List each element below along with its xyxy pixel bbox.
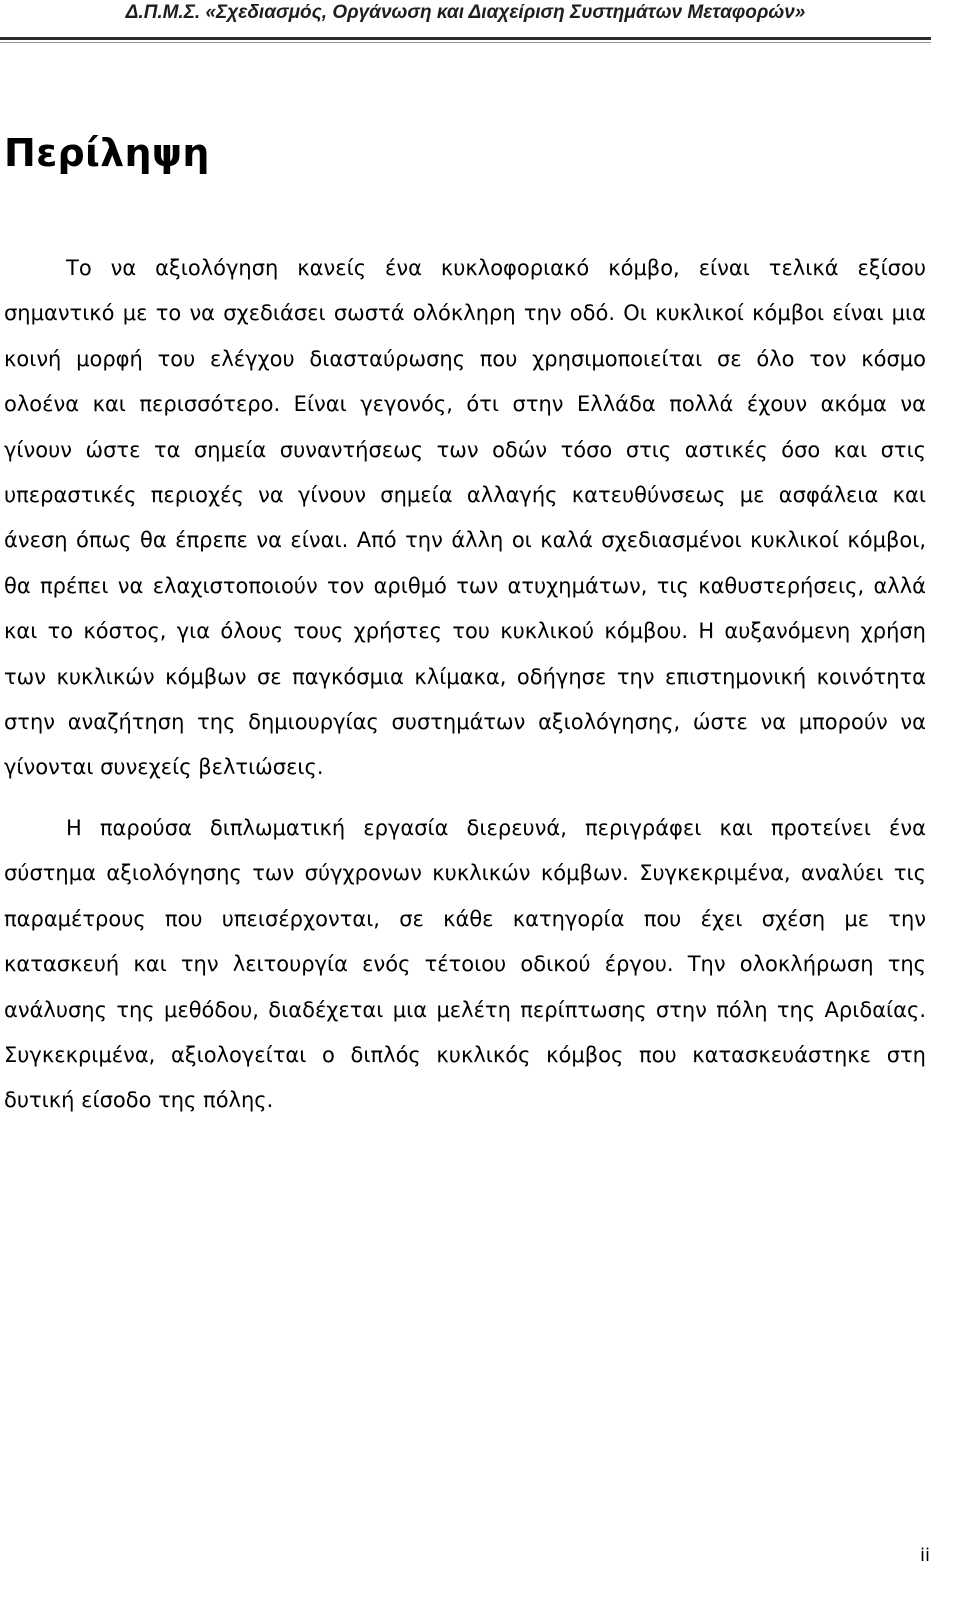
text-line: άνεση όπως θα έπρεπε να είναι. Από την άλλη οι καλά σχεδιασμένοι κυκλικοί κόμβοι, bbox=[4, 528, 926, 553]
text-line: υπεραστικές περιοχές να γίνουν σημεία αλλαγής κατευθύνσεως με ασφάλεια και bbox=[4, 482, 926, 507]
abstract-paragraph-2 bbox=[4, 806, 926, 1124]
text-line: σύστημα αξιολόγησης των σύγχρονων κυκλικών κόμβων. Συγκεκριμένα, αναλύει τις bbox=[4, 861, 926, 886]
text-line: στην αναζήτηση της δημιουργίας συστημάτων αξιολόγησης, ώστε να μπορούν να bbox=[4, 709, 926, 734]
text-line: και το κόστος, για όλους τους χρήστες του κυκλικού κόμβου. Η αυξανόμενη χρήση bbox=[4, 619, 926, 644]
header-rule-thin bbox=[0, 42, 931, 43]
text-line: κοινή μορφή του ελέγχου διασταύρωσης που χρησιμοποιείται σε όλο τον κόσμο bbox=[4, 346, 926, 371]
text-line: Συγκεκριμένα, αξιολογείται ο διπλός κυκλικός κόμβος που κατασκευάστηκε στη bbox=[4, 1042, 926, 1067]
abstract-paragraph-1 bbox=[4, 246, 926, 791]
running-header: Δ.Π.Μ.Σ. «Σχεδιασμός, Οργάνωση και Διαχείριση Συστημάτων Μεταφορών» bbox=[125, 2, 806, 23]
text-line: σημαντικό με το να σχεδιάσει σωστά ολόκληρη την οδό. Οι κυκλικοί κόμβοι είναι μια bbox=[4, 301, 926, 326]
text-line: δυτική είσοδο της πόλης. bbox=[4, 1088, 274, 1113]
text-line: Το να αξιολόγηση κανείς ένα κυκλοφοριακό κόμβο, είναι τελικά εξίσου bbox=[66, 256, 926, 280]
text-line: των κυκλικών κόμβων σε παγκόσμια κλίμακα, οδήγησε την επιστημονική κοινότητα bbox=[4, 664, 926, 689]
page-number: ii bbox=[919, 1545, 930, 1566]
text-line: θα πρέπει να ελαχιστοποιούν τον αριθμό των ατυχημάτων, τις καθυστερήσεις, αλλά bbox=[4, 573, 926, 598]
text-line: κατασκευή και την λειτουργία ενός τέτοιου οδικού έργου. Την ολοκλήρωση της bbox=[4, 952, 926, 977]
text-line: ανάλυσης της μεθόδου, διαδέχεται μια μελέτη περίπτωσης στην πόλη της Αριδαίας. bbox=[4, 997, 926, 1022]
text-line: ολοένα και περισσότερο. Είναι γεγονός, ότι στην Ελλάδα πολλά έχουν ακόμα να bbox=[4, 392, 926, 417]
text-line: παραμέτρους που υπεισέρχονται, σε κάθε κατηγορία που έχει σχέση με την bbox=[4, 906, 926, 931]
text-line: γίνουν ώστε τα σημεία συναντήσεως των οδών τόσο στις αστικές όσο και στις bbox=[4, 437, 926, 462]
text-line: Η παρούσα διπλωματική εργασία διερευνά, περιγράφει και προτείνει ένα bbox=[66, 816, 926, 840]
page-title: Περίληψη bbox=[4, 131, 210, 175]
header-rule bbox=[0, 37, 931, 40]
text-line: γίνονται συνεχείς βελτιώσεις. bbox=[4, 755, 324, 780]
